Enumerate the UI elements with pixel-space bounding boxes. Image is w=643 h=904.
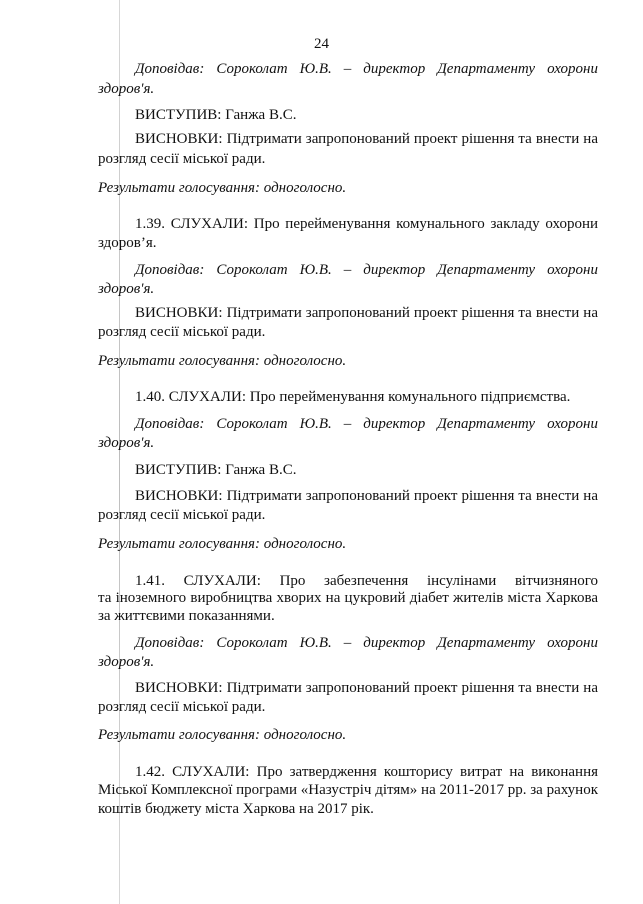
text-line: ВИСНОВКИ: Підтримати запропонований проект рішення та внести на xyxy=(135,488,598,504)
text-line: здоров'я. xyxy=(98,435,155,451)
text-line: Доповідав: Сороколат Ю.В. – директор Департаменту охорони xyxy=(135,635,598,651)
text-line: коштів бюджету міста Харкова на 2017 рік. xyxy=(98,801,374,817)
text-line: здоров'я. xyxy=(98,281,155,297)
text-line: Доповідав: Сороколат Ю.В. – директор Департаменту охорони xyxy=(135,416,598,432)
text-line: Міської Комплексної програми «Назустріч дітям» на 2011-2017 рр. за рахунок xyxy=(98,782,598,798)
text-line: Результати голосування: одноголосно. xyxy=(98,536,347,552)
page-number: 24 xyxy=(314,36,329,52)
text-line: за життєвими показаннями. xyxy=(98,608,275,624)
text-line: здоров'я. xyxy=(98,81,155,97)
text-line: Доповідав: Сороколат Ю.В. – директор Департаменту охорони xyxy=(135,262,598,278)
text-line: Результати голосування: одноголосно. xyxy=(98,727,347,743)
scan-margin-line xyxy=(119,0,120,904)
text-line: Результати голосування: одноголосно. xyxy=(98,180,347,196)
text-line: ВИСНОВКИ: Підтримати запропонований проект рішення та внести на xyxy=(135,305,598,321)
text-line: розгляд сесії міської ради. xyxy=(98,151,266,167)
text-line: Результати голосування: одноголосно. xyxy=(98,353,347,369)
text-line: Доповідав: Сороколат Ю.В. – директор Департаменту охорони xyxy=(135,61,598,77)
text-line: та іноземного виробництва хворих на цукровий діабет жителів міста Харкова xyxy=(98,590,598,606)
text-line: 1.39. СЛУХАЛИ: Про перейменування комунального закладу охорони xyxy=(135,216,598,232)
text-line: ВИСТУПИВ: Ганжа В.С. xyxy=(135,462,297,478)
text-line: розгляд сесії міської ради. xyxy=(98,699,266,715)
text-line: здоров’я. xyxy=(98,235,157,251)
text-line: ВИСТУПИВ: Ганжа В.С. xyxy=(135,107,297,123)
text-line: 1.41. СЛУХАЛИ: Про забезпечення інсулінами вітчизняного xyxy=(135,573,598,589)
text-line: ВИСНОВКИ: Підтримати запропонований проект рішення та внести на xyxy=(135,680,598,696)
text-line: 1.42. СЛУХАЛИ: Про затвердження кошторису витрат на виконання xyxy=(135,764,598,780)
text-line: розгляд сесії міської ради. xyxy=(98,507,266,523)
text-line: 1.40. СЛУХАЛИ: Про перейменування комунального підприємства. xyxy=(135,389,571,405)
text-line: розгляд сесії міської ради. xyxy=(98,324,266,340)
text-line: ВИСНОВКИ: Підтримати запропонований проект рішення та внести на xyxy=(135,131,598,147)
text-line: здоров'я. xyxy=(98,654,155,670)
